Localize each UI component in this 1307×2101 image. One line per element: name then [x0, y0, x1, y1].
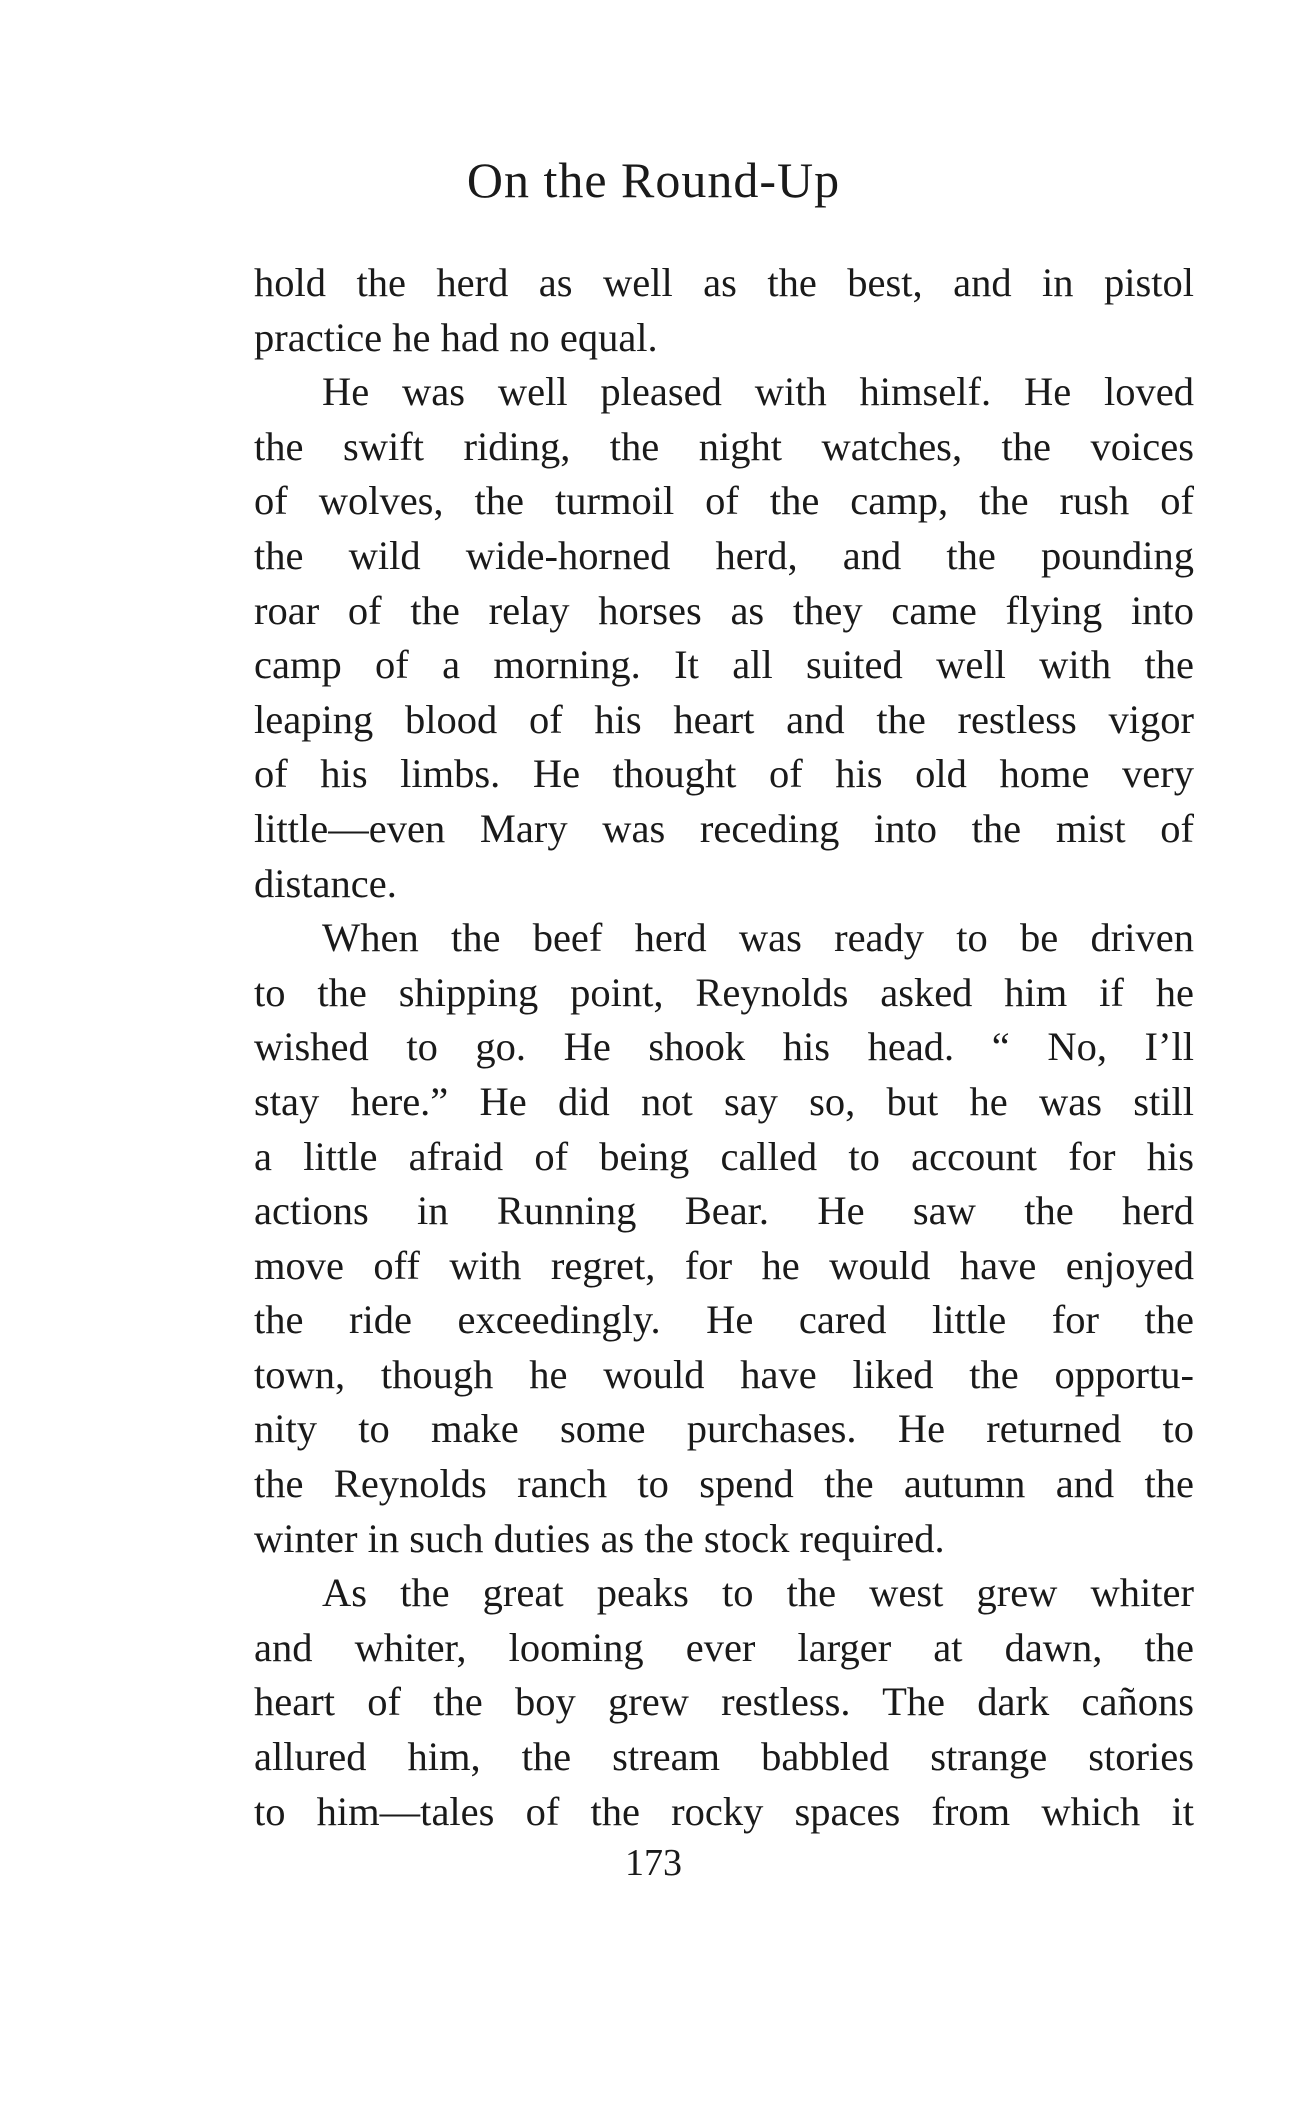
- text-line: As the great peaks to the west grew whiter: [322, 1570, 1194, 1616]
- text-line: of his limbs. He thought of his old home very: [254, 751, 1194, 797]
- text-line: the wild wide-horned herd, and the pounding: [254, 532, 1194, 578]
- text-line: of wolves, the turmoil of the camp, the rush of: [254, 478, 1194, 524]
- text-line: to him—tales of the rocky spaces from which it: [254, 1788, 1194, 1834]
- text-line: stay here.” He did not say so, but he was still: [254, 1078, 1194, 1124]
- text-line: move off with regret, for he would have enjoyed: [254, 1242, 1194, 1288]
- text-line: the ride exceedingly. He cared little for the: [254, 1297, 1194, 1343]
- text-line: actions in Running Bear. He saw the herd: [254, 1188, 1194, 1234]
- text-line: roar of the relay horses as they came flying into: [254, 587, 1194, 633]
- text-line: a little afraid of being called to account for his: [254, 1133, 1194, 1179]
- text-line: heart of the boy grew restless. The dark cañons: [254, 1679, 1194, 1725]
- text-line: hold the herd as well as the best, and in pistol: [254, 260, 1194, 305]
- text-line: town, though he would have liked the opportu-: [254, 1351, 1194, 1397]
- text-line: distance.: [254, 860, 397, 906]
- text-line: When the beef herd was ready to be driven: [322, 915, 1194, 961]
- text-line: nity to make some purchases. He returned to: [254, 1406, 1194, 1452]
- text-line: practice he had no equal.: [254, 314, 658, 360]
- text-line: and whiter, looming ever larger at dawn, the: [254, 1624, 1194, 1670]
- page-number: 173: [625, 1842, 682, 1884]
- text-line: He was well pleased with himself. He loved: [322, 369, 1194, 415]
- text-line: winter in such duties as the stock required.: [254, 1515, 945, 1561]
- text-line: allured him, the stream babbled strange stories: [254, 1734, 1194, 1780]
- text-line: little—even Mary was receding into the mist of: [254, 805, 1194, 851]
- text-line: leaping blood of his heart and the restless vigor: [254, 696, 1194, 742]
- text-line: the Reynolds ranch to spend the autumn and the: [254, 1461, 1194, 1507]
- text-line: camp of a morning. It all suited well with the: [254, 642, 1194, 688]
- text-line: wished to go. He shook his head. “ No, I’ll: [254, 1024, 1194, 1070]
- text-line: to the shipping point, Reynolds asked him if he: [254, 969, 1194, 1015]
- running-head: On the Round-Up: [466, 152, 841, 208]
- text-line: the swift riding, the night watches, the voices: [254, 423, 1194, 469]
- body-text: [254, 256, 1194, 1839]
